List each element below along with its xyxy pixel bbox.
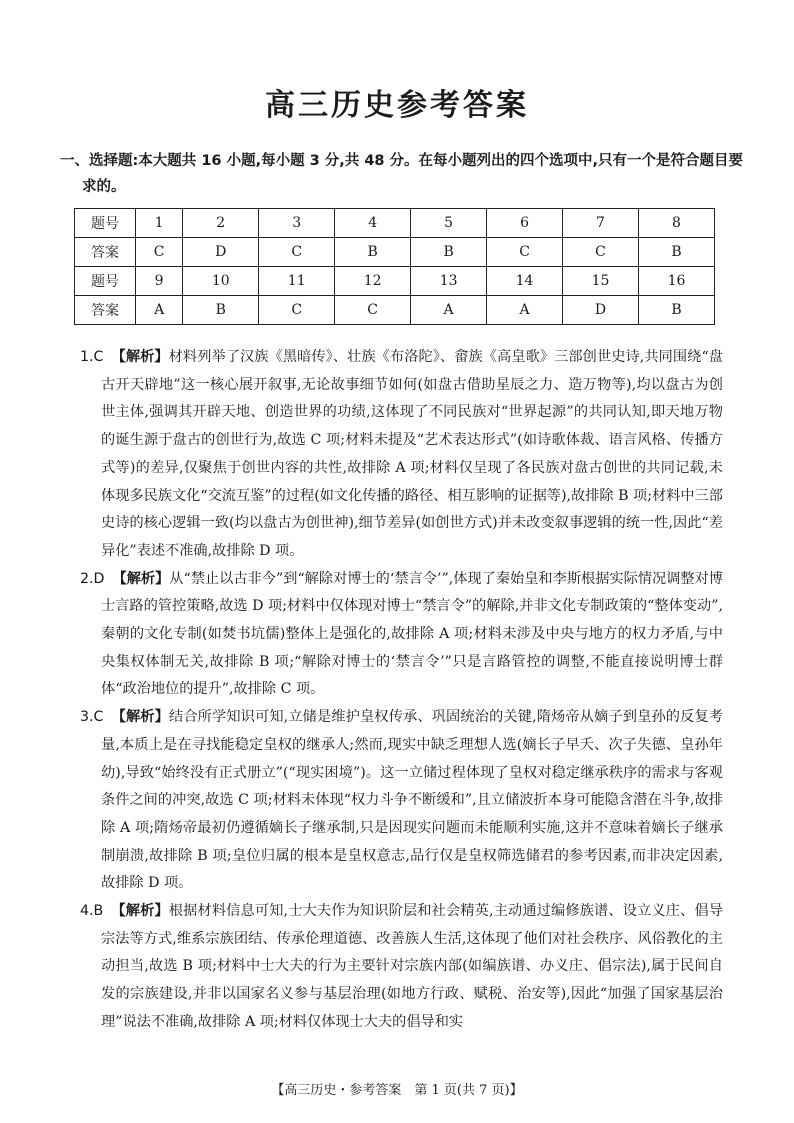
answer-cell: D	[183, 238, 259, 267]
answer-cell: B	[335, 238, 411, 267]
question-number-row	[75, 267, 715, 296]
explanation-text: 材料列举了汉族《黑暗传》、壮族《布洛陀》、畲族《高皇歌》三部创世史诗,共同围绕“盘古开天辟地”这一核心展开叙事,无论故事细节如何(如盘古借助星辰之力、造万物等),均以盘古为创世主体,强调其开辟天地、创造世界的功绩,这体现了不同民族对“世界起源”的共同认知,即天地万物的诞生源于盘古的创世行为,故选 C 项;材料未提及“艺术表达形式”(如诗歌体裁、语言风格、传播方式等)的差异,仅聚焦于创世内容的共性,故排除 A 项;材料仅呈现了各民族对盘古创世的共同记载,未体现多民族文化“交流互鉴”的过程(如文化传播的路径、相互影响的证据等),故排除 B 项;材料中三部史诗的核心逻辑一致(均以盘古为创世神),细节差异(如创世方式)并未改变叙事逻辑的统一性,因此“差异化”表述不准确,故排除 D 项。	[101, 349, 723, 559]
question-number-cell: 4	[335, 209, 411, 238]
question-number-row	[75, 209, 715, 238]
answer-cell: C	[335, 296, 411, 325]
question-number-cell: 5	[411, 209, 487, 238]
question-number: 3.	[80, 709, 94, 726]
question-number-cell: 15	[563, 267, 639, 296]
question-number-cell: 6	[487, 209, 563, 238]
answer-cell: C	[259, 296, 335, 325]
answer-cell: B	[183, 296, 259, 325]
answer-table	[74, 208, 715, 325]
question-number: 2.	[80, 570, 94, 587]
page-title: 高三历史参考答案	[265, 88, 529, 123]
row-label-question: 题号	[75, 209, 136, 238]
question-number-cell: 12	[335, 267, 411, 296]
explanation-item	[80, 704, 723, 898]
answer-cell: B	[638, 238, 714, 267]
question-number-cell: 1	[136, 209, 183, 238]
answer-row	[75, 296, 715, 325]
question-number-cell: 2	[183, 209, 259, 238]
analysis-tag: 【解析】	[112, 570, 170, 587]
row-label-answer: 答案	[75, 238, 136, 267]
explanation-item	[80, 898, 723, 1037]
explanation-text: 从“禁止以古非今”到“解除对博士的‘禁言令’”,体现了秦始皇和李斯根据实际情况调整对博士言路的管控策略,故选 D 项;材料中仅体现对博士“禁言令”的解除,并非文化专制政策的“整体变动”,秦朝的文化专制(如焚书坑儒)整体上是强化的,故排除 A 项;材料未涉及中央与地方的权力矛盾,与中央集权体制无关,故排除 B 项;“解除对博士的‘禁言令’”只是言路管控的调整,不能直接说明博士群体“政治地位的提升”,故排除 C 项。	[101, 570, 723, 698]
answer-cell: C	[259, 238, 335, 267]
question-number-cell: 13	[411, 267, 487, 296]
analysis-tag: 【解析】	[111, 349, 169, 365]
question-number-cell: 9	[136, 267, 183, 296]
explanation-item	[80, 344, 723, 566]
question-number: 4.	[80, 903, 94, 920]
answer-letter: B	[93, 903, 104, 920]
question-number-cell: 3	[259, 209, 335, 238]
answer-cell: C	[563, 238, 639, 267]
explanation-text: 结合所学知识可知,立储是维护皇权传承、巩固统治的关键,隋炀帝从嫡子到皇孙的反复考量,本质上是在寻找能稳定皇权的继承人;然而,现实中缺乏理想人选(嫡长子早夭、次子失德、皇孙年幼),导致“始终没有正式册立”(“现实困境”)。这一立储过程体现了皇权对稳定继承秩序的需求与客观条件之间的冲突,故选 C 项;材料未体现“权力斗争不断缓和”,且立储波折本身可能隐含潜在斗争,故排除 A 项;隋炀帝最初仍遵循嫡长子继承制,只是因现实问题而未能顺利实施,这并不意味着嫡长子继承制崩溃,故排除 B 项;皇位归属的根本是皇权意志,品行仅是皇权筛选储君的参考因素,而非决定因素,故排除 D 项。	[101, 709, 723, 892]
analysis-tag: 【解析】	[111, 903, 169, 920]
row-label-answer: 答案	[75, 296, 136, 325]
question-number-cell: 11	[259, 267, 335, 296]
answer-cell: C	[136, 238, 183, 267]
question-number-cell: 10	[183, 267, 259, 296]
row-label-question: 题号	[75, 267, 136, 296]
answer-cell: A	[136, 296, 183, 325]
answer-cell: D	[563, 296, 639, 325]
answer-letter: C	[93, 349, 104, 365]
page-footer: 【高三历史・参考答案 第 1 页(共 7 页)】	[271, 1083, 523, 1098]
question-number-cell: 8	[638, 209, 714, 238]
question-number-cell: 14	[487, 267, 563, 296]
answer-cell: B	[638, 296, 714, 325]
answer-row	[75, 238, 715, 267]
question-number-cell: 7	[563, 209, 639, 238]
answer-cell: A	[411, 296, 487, 325]
answer-letter: C	[93, 709, 104, 726]
analysis-tag: 【解析】	[111, 709, 169, 726]
explanations	[80, 344, 723, 1037]
answer-cell: C	[487, 238, 563, 267]
question-number: 1.	[80, 349, 94, 365]
answer-cell: A	[487, 296, 563, 325]
section-instructions: 一、选择题:本大题共 16 小题,每小题 3 分,共 48 分。在每小题列出的四个选项中,只有一个是符合题目要求的。	[60, 153, 744, 195]
answer-letter: D	[93, 570, 105, 587]
answer-cell: B	[411, 238, 487, 267]
question-number-cell: 16	[638, 267, 714, 296]
explanation-text: 根据材料信息可知,士大夫作为知识阶层和社会精英,主动通过编修族谱、设立义庄、倡导宗法等方式,维系宗族团结、传承伦理道德、改善族人生活,这体现了他们对社会秩序、风俗教化的主动担当,故选 B 项;材料中士大夫的行为主要针对宗族内部(如编族谱、办义庄、倡宗法),属于民间自发的宗族建设,并非以国家名义参与基层治理(如地方行政、赋税、治安等),因此“加强了国家基层治理”说法不准确,故排除 A 项;材料仅体现士大夫的倡导和实	[101, 903, 723, 1030]
explanation-item	[80, 566, 723, 705]
